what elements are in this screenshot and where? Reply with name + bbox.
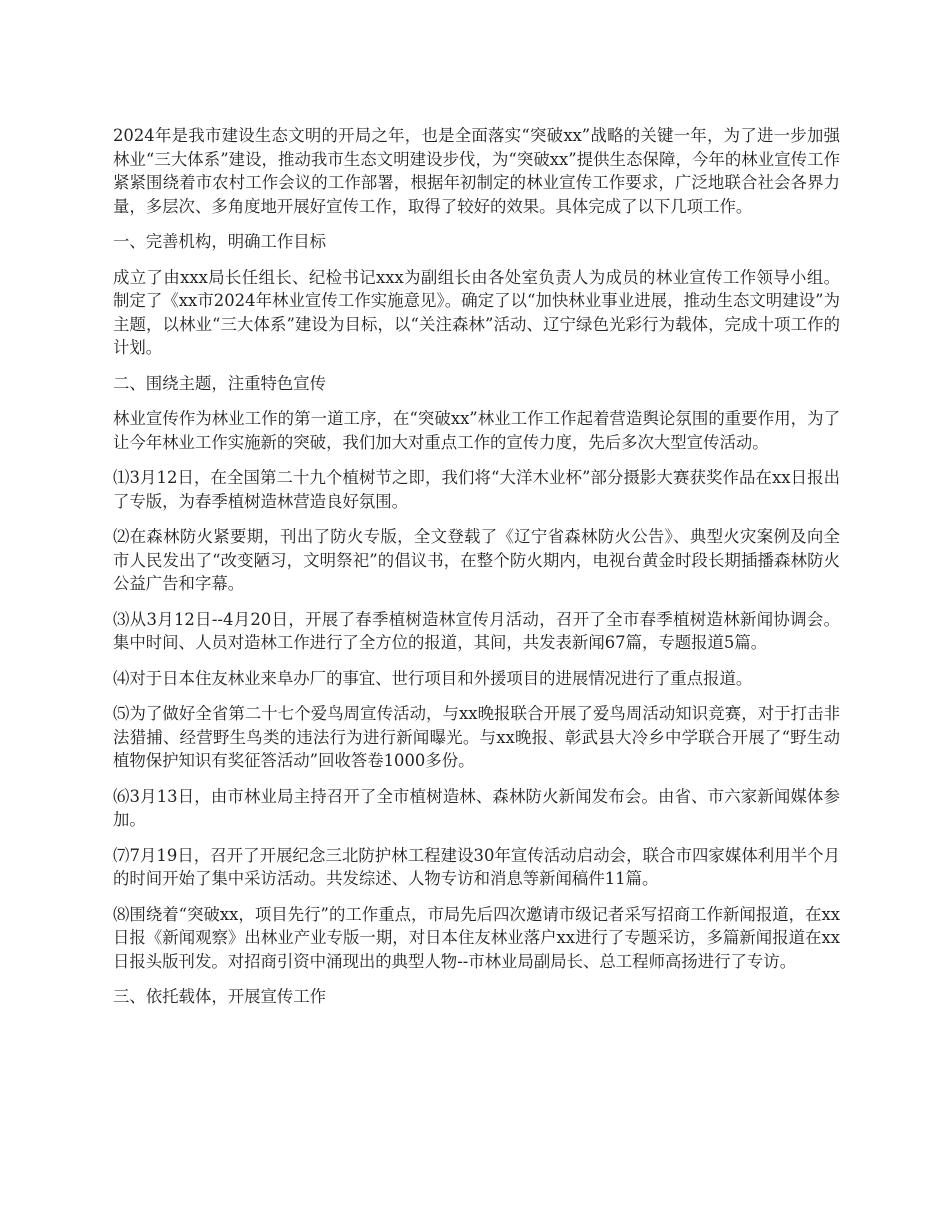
list-item-7: ⑺7月19日，召开了开展纪念三北防护林工程建设30年宣传活动启动会，联合市四家媒体利用半个月的时间开始了集中采访活动。共发综述、人物专访和消息等新闻稿件11篇。 [113, 845, 840, 888]
list-item-2: ⑵在森林防火紧要期，刊出了防火专版，全文登载了《辽宁省森林防火公告》、典型火灾案例及向全市人民发出了“改变陋习，文明祭祀”的倡议书，在整个防火期内，电视台黄金时段长期插播森林防火公益广告和字幕。 [113, 527, 840, 593]
section-2-intro-paragraph: 林业宣传作为林业工作的第一道工序，在“突破xx”林业工作工作起着营造舆论氛围的重要作用，为了让今年林业工作实施新的突破，我们加大对重点工作的宣传力度，先后多次大型宣传活动。 [113, 409, 840, 452]
section-1-paragraph: 成立了由xxx局长任组长、纪检书记xxx为副组长由各处室负责人为成员的林业宣传工作领导小组。制定了《xx市2024年林业宣传工作实施意见》。确定了以“加快林业事业进展，推动生态文明建设”为主题，以林业“三大体系”建设为目标，以“关注森林”活动、辽宁绿色光彩行为载体，完成十项工作的计划。 [113, 267, 840, 357]
list-item-4: ⑷对于日本住友林业来阜办厂的事宜、世行项目和外援项目的进展情况进行了重点报道。 [113, 668, 753, 688]
list-item-1: ⑴3月12日，在全国第二十九个植树节之即，我们将“大洋木业杯”部分摄影大赛获奖作品在xx日报出了专版，为春季植树造林营造良好氛围。 [113, 468, 840, 511]
section-heading-1: 一、完善机构，明确工作目标 [113, 232, 327, 251]
intro-paragraph: 2024年是我市建设生态文明的开局之年，也是全面落实“突破xx”战略的关键一年，为了进一步加强林业“三大体系”建设，推动我市生态文明建设步伐，为“突破xx”提供生态保障，今年的林业宣传工作紧紧围绕着市农村工作会议的工作部署，根据年初制定的林业宣传工作要求，广泛地联合社会各界力量，多层次、多角度地开展好宣传工作，取得了较好的效果。具体完成了以下几项工作。 [113, 126, 840, 216]
section-heading-2: 二、围绕主题，注重特色宣传 [113, 373, 327, 393]
document-body [113, 124, 840, 1021]
section-heading-3: 三、依托载体，开展宣传工作 [113, 987, 327, 1006]
list-item-3: ⑶从3月12日--4月20日，开展了春季植树造林宣传月活动，召开了全市春季植树造林新闻协调会。集中时间、人员对造林工作进行了全方位的报道，其间，共发表新闻67篇，专题报道5篇。 [113, 609, 840, 652]
list-item-5: ⑸为了做好全省第二十七个爱鸟周宣传活动，与xx晚报联合开展了爱鸟周活动知识竞赛，对于打击非法猎捕、经营野生鸟类的违法行为进行新闻曝光。与xx晚报、彰武县大冷乡中学联合开展了“野生动植物保护知识有奖征答活动”回收答卷1000多份。 [113, 704, 840, 770]
list-item-8: ⑻围绕着“突破xx，项目先行”的工作重点，市局先后四次邀请市级记者采写招商工作新闻报道，在xx日报《新闻观察》出林业产业专版一期，对日本住友林业落户xx进行了专题采访，多篇新闻报道在xx日报头版刊发。对招商引资中涌现出的典型人物--市林业局副局长、总工程师高扬进行了专访。 [113, 904, 840, 971]
list-item-6: ⑹3月13日，由市林业局主持召开了全市植树造林、森林防火新闻发布会。由省、市六家新闻媒体参加。 [113, 786, 840, 829]
